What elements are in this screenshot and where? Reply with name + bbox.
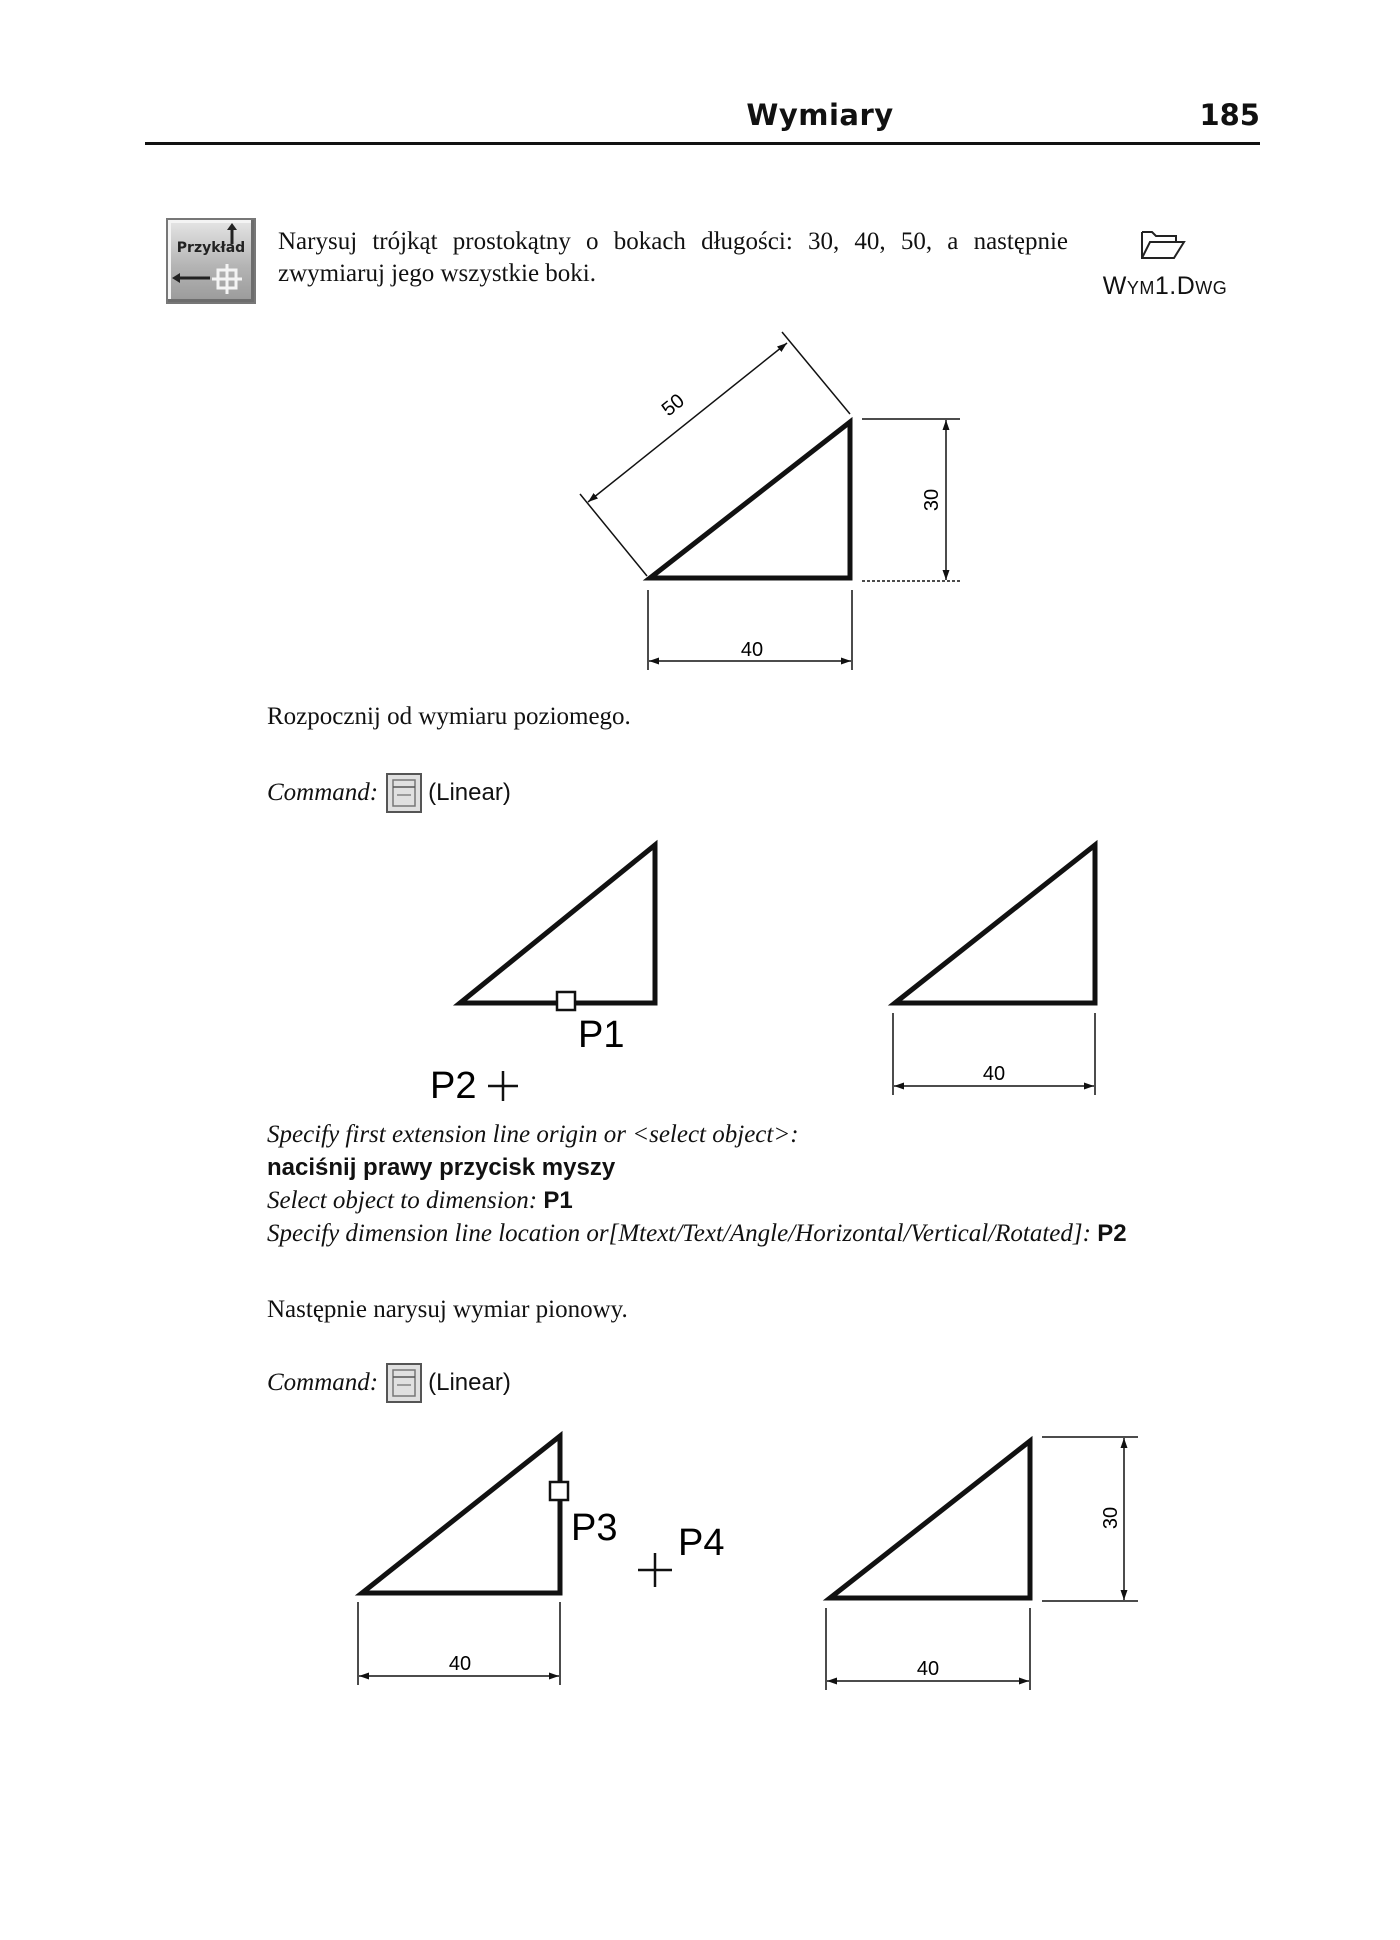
- triangle-shape: [362, 1436, 560, 1593]
- command-prompt: Command:: [267, 1369, 379, 1396]
- dimension-label-40: 40: [916, 1658, 940, 1680]
- page-number: 185: [1199, 98, 1260, 132]
- point-label-p4: P4: [678, 1522, 725, 1564]
- example-instruction: Narysuj trójkąt prostokątny o bokach długości: 30, 40, 50, a następnie zwymiaruj jego wszystkie boki.: [278, 228, 1068, 287]
- step-4: Specify dimension line location or[Mtext/Text/Angle/Horizontal/Vertical/Rotated]: P2: [267, 1220, 1127, 1247]
- example-badge-label: Przykład: [176, 240, 246, 256]
- dimension-label-30: 30: [1100, 1506, 1122, 1530]
- dimension-label-50: 50: [657, 389, 689, 421]
- dimension-label-40: 40: [448, 1653, 472, 1675]
- dimension-label-30: 30: [921, 488, 943, 512]
- paragraph-next-vertical: Następnie narysuj wymiar pionowy.: [267, 1296, 628, 1323]
- point-label-p1: P1: [578, 1014, 625, 1056]
- paragraph-start-horizontal: Rozpocznij od wymiaru poziomego.: [267, 703, 631, 730]
- page-header-title: Wymiary: [746, 98, 894, 132]
- step-3: Select object to dimension: P1: [267, 1187, 573, 1214]
- dimension-label-40: 40: [740, 639, 764, 661]
- example-file-name: WYM1.DWG: [1102, 272, 1228, 300]
- command-name: (Linear): [428, 779, 511, 806]
- dimension-label-40: 40: [982, 1063, 1006, 1085]
- command-name: (Linear): [428, 1369, 511, 1396]
- point-label-p3: P3: [571, 1507, 618, 1549]
- command-prompt: Command:: [267, 779, 379, 806]
- step-1: Specify first extension line origin or <select object>:: [267, 1121, 799, 1148]
- point-label-p2: P2: [430, 1065, 477, 1107]
- pick-box-p3: [550, 1482, 568, 1500]
- step-2: naciśnij prawy przycisk myszy: [267, 1154, 616, 1181]
- triangle-shape: [830, 1441, 1030, 1598]
